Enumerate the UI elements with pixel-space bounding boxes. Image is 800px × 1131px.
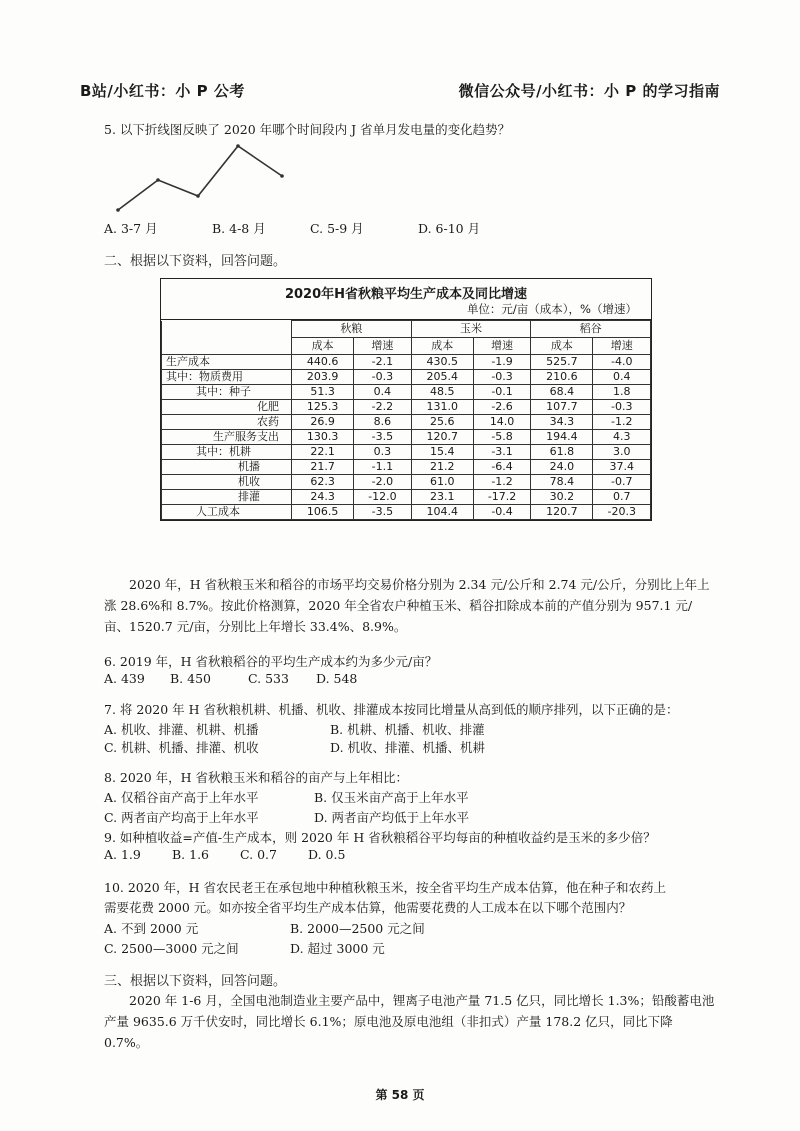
table-cell: 68.4	[531, 385, 593, 400]
table-cell: -0.4	[473, 505, 531, 520]
q6-option-c: C. 533	[248, 671, 289, 686]
q5-point	[116, 208, 120, 212]
table-cell: 0.3	[354, 445, 412, 460]
table-sub-header: 成本	[411, 338, 473, 355]
row-label: 人工成本	[162, 505, 292, 520]
table-row	[162, 355, 651, 370]
table-cell: 15.4	[411, 445, 473, 460]
table-cell: -3.1	[473, 445, 531, 460]
header-left: B站/小红书：小 P 公考	[80, 82, 245, 100]
table-cell: 62.3	[292, 475, 354, 490]
table-cell: 106.5	[292, 505, 354, 520]
q7-option-d: D. 机收、排灌、机播、机耕	[330, 740, 486, 755]
table-cell: -4.0	[593, 355, 651, 370]
table-cell: 120.7	[411, 430, 473, 445]
table-cell: 0.7	[593, 490, 651, 505]
table-cell: 430.5	[411, 355, 473, 370]
q9-option-c: C. 0.7	[240, 847, 277, 862]
q8-option-d: D. 两者亩产均低于上年水平	[314, 810, 470, 825]
q8-option-a: A. 仅稻谷亩产高于上年水平	[104, 790, 259, 805]
table-cell: 8.6	[354, 415, 412, 430]
table-row	[162, 490, 651, 505]
q10-option-b: B. 2000—2500 元之间	[290, 921, 425, 936]
table-cell: 107.7	[531, 400, 593, 415]
table-unit: 单位：元/亩（成本），%（增速）	[161, 301, 651, 320]
table-cell: -0.1	[473, 385, 531, 400]
table-cell: 22.1	[292, 445, 354, 460]
table-cell: -20.3	[593, 505, 651, 520]
q10-question-line2: 需要花费 2000 元。如亦按全省平均生产成本估算，他需要花费的人工成本在以下哪个范围内？	[104, 900, 632, 915]
table-cell: -5.8	[473, 430, 531, 445]
table-cell: -17.2	[473, 490, 531, 505]
table-cell: 210.6	[531, 370, 593, 385]
table-cell: 0.4	[354, 385, 412, 400]
table-cell: 34.3	[531, 415, 593, 430]
table-cell: -3.5	[354, 430, 412, 445]
row-label: 生产服务支出	[162, 430, 292, 445]
row-label: 生产成本	[162, 355, 292, 370]
table-cell: 24.3	[292, 490, 354, 505]
table-group-header: 玉米	[411, 321, 531, 338]
table-row	[162, 370, 651, 385]
table-cell: 61.8	[531, 445, 593, 460]
section2-heading: 二、根据以下资料，回答问题。	[104, 254, 287, 269]
table-group-header: 稻谷	[531, 321, 651, 338]
q5-point	[156, 178, 160, 182]
q6-option-a: A. 439	[104, 671, 145, 686]
table-cell: -2.1	[354, 355, 412, 370]
q10-question-line1: 10. 2020 年，H 省农民老王在承包地中种植秋粮玉米，按全省平均生产成本估算，他在种子和农药上	[104, 880, 667, 895]
table-cell: -2.2	[354, 400, 412, 415]
table-row	[162, 475, 651, 490]
table-cell: 125.3	[292, 400, 354, 415]
table-cell: 21.2	[411, 460, 473, 475]
paragraph-price: 2020 年，H 省秋粮玉米和稻谷的市场平均交易价格分别为 2.34 元/公斤和 2.74 元/公斤，分别比上年上涨 28.6%和 8.7%。按此价格测算，2020 年全省农户种植玉米、稻谷扣除成本前的产值分别为 957.1 元/亩、1520.7 元/亩，分别比上年增长 33.4%、8.9%。	[104, 577, 710, 634]
table-cell: 205.4	[411, 370, 473, 385]
table-cell: 25.6	[411, 415, 473, 430]
table-row	[162, 430, 651, 445]
q5-option-d: D. 6-10 月	[418, 221, 481, 236]
q6-option-d: D. 548	[316, 671, 358, 686]
q10-option-a: A. 不到 2000 元	[104, 921, 199, 936]
page-number: 第 58 页	[375, 1088, 425, 1102]
table-cell: 440.6	[292, 355, 354, 370]
q7-question: 7. 将 2020 年 H 省秋粮机耕、机播、机收、排灌成本按同比增量从高到低的顺序排列，以下正确的是：	[104, 702, 679, 717]
table-cell: -12.0	[354, 490, 412, 505]
table-cell: 23.1	[411, 490, 473, 505]
table-cell: 24.0	[531, 460, 593, 475]
table-cell: 525.7	[531, 355, 593, 370]
table-cell: 30.2	[531, 490, 593, 505]
row-label: 农药	[162, 415, 292, 430]
q7-option-b: B. 机耕、机播、机收、排灌	[330, 722, 485, 737]
table-cell: -6.4	[473, 460, 531, 475]
table-sub-header: 增速	[354, 338, 412, 355]
table-row	[162, 385, 651, 400]
q5-option-c: C. 5-9 月	[310, 221, 364, 236]
table-cell: -1.2	[473, 475, 531, 490]
table-row	[162, 505, 651, 520]
table-cell: 51.3	[292, 385, 354, 400]
table-row	[162, 445, 651, 460]
table-sub-header: 成本	[292, 338, 354, 355]
table-cell: 14.0	[473, 415, 531, 430]
table-cell: 203.9	[292, 370, 354, 385]
row-label: 化肥	[162, 400, 292, 415]
table-cell: 4.3	[593, 430, 651, 445]
q5-question: 5. 以下折线图反映了 2020 年哪个时间段内 J 省单月发电量的变化趋势？	[104, 122, 511, 137]
table-cell: 194.4	[531, 430, 593, 445]
table-sub-header: 增速	[473, 338, 531, 355]
q9-option-a: A. 1.9	[104, 847, 141, 862]
table-cell: 48.5	[411, 385, 473, 400]
q10-option-c: C. 2500—3000 元之间	[104, 941, 239, 956]
table-cell: 26.9	[292, 415, 354, 430]
table-cell: -2.6	[473, 400, 531, 415]
q6-option-b: B. 450	[170, 671, 211, 686]
q9-option-d: D. 0.5	[308, 847, 346, 862]
q5-point	[196, 194, 200, 198]
table-row	[162, 400, 651, 415]
cost-table	[160, 278, 652, 521]
table-cell: 37.4	[593, 460, 651, 475]
q5-option-b: B. 4-8 月	[212, 221, 266, 236]
table-cell: -1.2	[593, 415, 651, 430]
table-cell: -0.3	[473, 370, 531, 385]
q5-trend-line	[118, 146, 282, 210]
table-row	[162, 460, 651, 475]
row-label: 其中：物质费用	[162, 370, 292, 385]
row-label: 机收	[162, 475, 292, 490]
table-cell: 130.3	[292, 430, 354, 445]
table-cell: -2.0	[354, 475, 412, 490]
paragraph-battery: 2020 年 1-6 月，全国电池制造业主要产品中，锂离子电池产量 71.5 亿只，同比增长 1.3%；铅酸蓄电池产量 9635.6 万千伏安时，同比增长 6.1%；原电池及原电池组（非扣式）产量 178.2 亿只，同比下降 0.7%。	[104, 993, 715, 1050]
q5-point	[280, 174, 284, 178]
q9-option-b: B. 1.6	[172, 847, 210, 862]
q7-option-a: A. 机收、排灌、机耕、机播	[104, 722, 259, 737]
table-cell: 0.4	[593, 370, 651, 385]
table-cell: -0.7	[593, 475, 651, 490]
table-title: 2020年H省秋粮平均生产成本及同比增速	[284, 287, 528, 302]
section3-heading: 三、根据以下资料，回答问题。	[104, 974, 287, 989]
q7-option-c: C. 机耕、机播、排灌、机收	[104, 740, 259, 755]
q6-question: 6. 2019 年，H 省秋粮稻谷的平均生产成本约为多少元/亩？	[104, 654, 438, 669]
table-cell: 78.4	[531, 475, 593, 490]
table-cell: 104.4	[411, 505, 473, 520]
table-cell: -1.9	[473, 355, 531, 370]
row-label: 其中：机耕	[162, 445, 292, 460]
table-cell: 131.0	[411, 400, 473, 415]
table-cell: 1.8	[593, 385, 651, 400]
header-right: 微信公众号/小红书：小 P 的学习指南	[458, 82, 720, 100]
table-grid	[161, 320, 651, 520]
q5-option-a: A. 3-7 月	[104, 221, 158, 236]
table-cell: 120.7	[531, 505, 593, 520]
q8-question: 8. 2020 年，H 省秋粮玉米和稻谷的亩产与上年相比：	[104, 770, 409, 785]
table-cell: -1.1	[354, 460, 412, 475]
table-sub-header: 增速	[593, 338, 651, 355]
table-sub-header: 成本	[531, 338, 593, 355]
row-label: 其中：种子	[162, 385, 292, 400]
table-cell: 3.0	[593, 445, 651, 460]
table-cell: -3.5	[354, 505, 412, 520]
table-row	[162, 415, 651, 430]
table-cell: 21.7	[292, 460, 354, 475]
q8-option-c: C. 两者亩产均高于上年水平	[104, 810, 259, 825]
table-cell: 61.0	[411, 475, 473, 490]
row-label: 排灌	[162, 490, 292, 505]
table-cell: -0.3	[593, 400, 651, 415]
q8-option-b: B. 仅玉米亩产高于上年水平	[314, 790, 469, 805]
q9-question: 9. 如种植收益=产值-生产成本，则 2020 年 H 省秋粮稻谷平均每亩的种植收益约是玉米的多少倍？	[104, 830, 656, 845]
q5-point	[236, 144, 240, 148]
table-cell: -0.3	[354, 370, 412, 385]
q5-line-chart	[110, 140, 300, 220]
q10-option-d: D. 超过 3000 元	[290, 941, 385, 956]
table-group-header: 秋粮	[292, 321, 412, 338]
row-label: 机播	[162, 460, 292, 475]
